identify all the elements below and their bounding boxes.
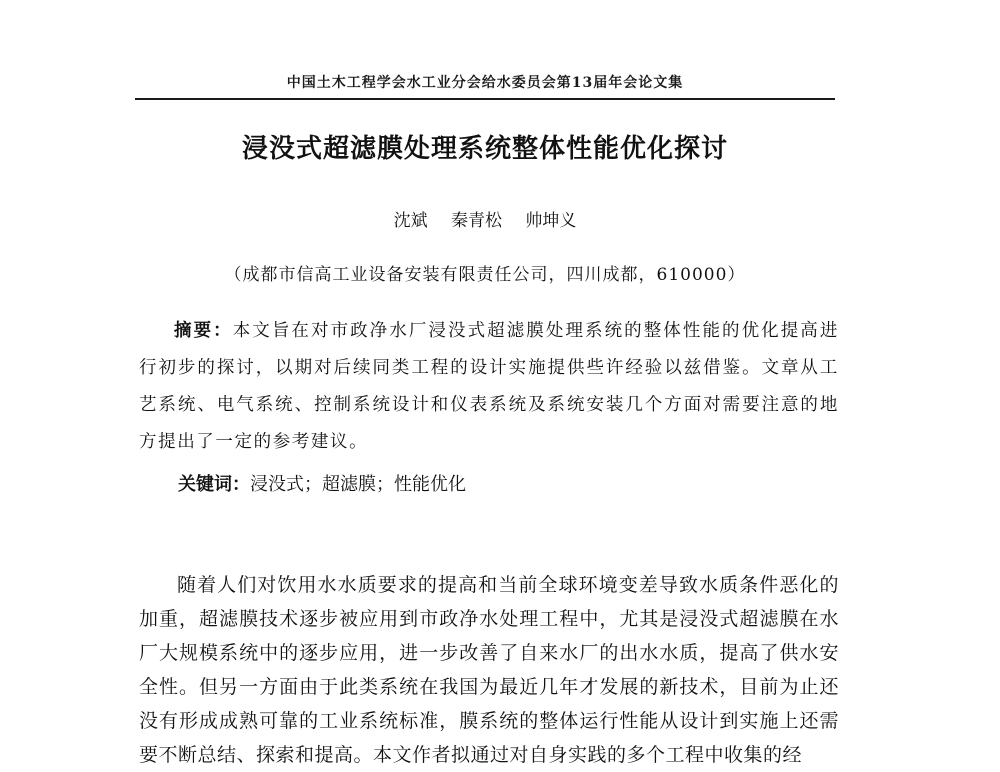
paper-authors: 沈斌 秦青松 帅坤义	[393, 211, 577, 231]
abstract-text: 本文旨在对市政净水厂浸没式超滤膜处理系统的整体性能的优化提高进行初步的探讨，以期对后续同类工程的设计实施提供些许经验以兹借鉴。文章从工艺系统、电气系统、控制系统设计和仪表系统及系统安装几个方面对需要注意的地方提出了一定的参考建议。	[139, 321, 839, 452]
keywords-text: 浸没式；超滤膜；性能优化	[250, 474, 466, 495]
keywords-label: 关键词：	[178, 474, 250, 495]
paper-affiliation: （成都市信高工业设备安装有限责任公司，四川成都，610000）	[224, 265, 746, 285]
abstract-block	[139, 313, 839, 461]
body-paragraph: 随着人们对饮用水水质要求的提高和当前全球环境变差导致水质条件恶化的加重，超滤膜技术逐步被应用到市政净水处理工程中，尤其是浸没式超滤膜在水厂大规模系统中的逐步应用，进一步改善了自来水厂的出水水质，提高了供水安全性。但另一方面由于此类系统在我国为最近几年才发展的新技术，目前为止还没有形成成熟可靠的工业系统标准，膜系统的整体运行性能从设计到实施上还需要不断总结、探索和提高。本文作者拟通过对自身实践的多个工程中收集的经	[139, 574, 839, 766]
keywords-line	[178, 470, 466, 496]
paper-title: 浸没式超滤膜处理系统整体性能优化探讨	[241, 134, 728, 164]
running-header: 中国土木工程学会水工业分会给水委员会第13届年会论文集	[286, 75, 684, 91]
header-rule	[135, 98, 835, 100]
abstract-label: 摘要：	[174, 321, 233, 341]
